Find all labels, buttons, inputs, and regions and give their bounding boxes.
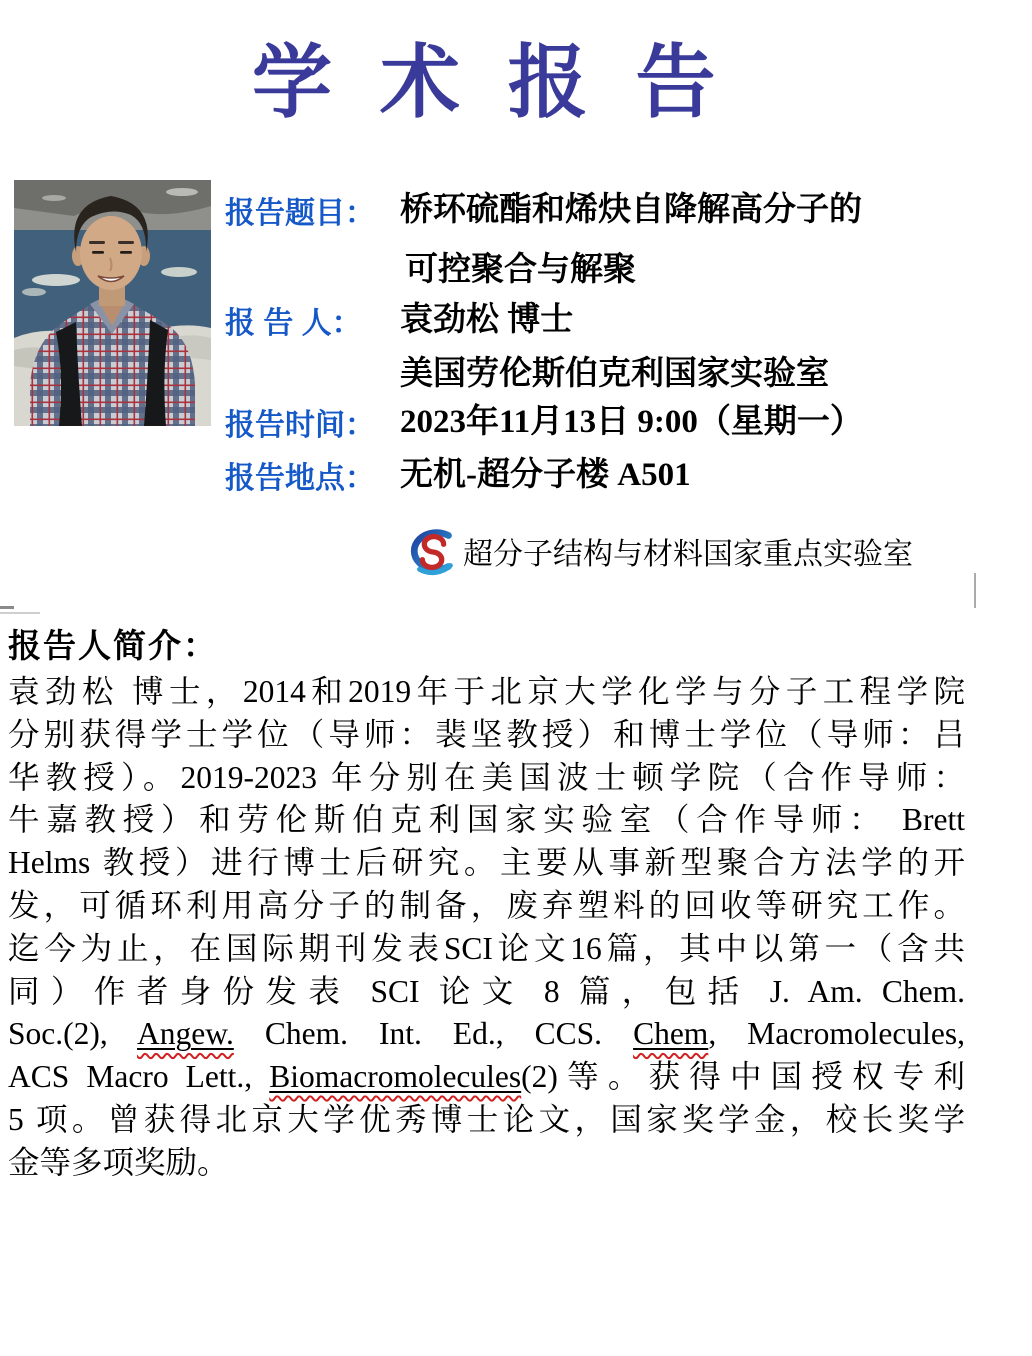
bio-line: 发，可循环利用高分子的制备，废弃塑料的回收等研究工作。: [8, 887, 965, 923]
speaker-name: 袁劲松 博士: [400, 302, 574, 338]
bio-line: 分别获得学士学位（导师：裴坚教授）和博士学位（导师：吕: [8, 716, 965, 752]
bio-line-journals-1: [8, 1013, 965, 1056]
bio-text: , Macromolecules,: [708, 1016, 965, 1052]
page-title: 学 术 报 告: [252, 35, 726, 129]
section-break-mark: [0, 612, 40, 614]
bio-line-journals-2: [8, 1056, 965, 1099]
column-boundary-mark: [974, 573, 976, 608]
lab-name: 超分子结构与材料国家重点实验室: [463, 538, 913, 571]
topic-label: 报告题目：: [225, 197, 375, 230]
bio-line: 金等多项奖励。: [8, 1144, 229, 1180]
topic-line2: 可控聚合与解聚: [405, 252, 636, 288]
bio-text: Soc.(2),: [8, 1016, 138, 1052]
underlined-word: [633, 1016, 708, 1051]
bio-line: 迄今为止，在国际期刊发表SCI论文16篇，其中以第一（含共: [8, 930, 965, 966]
bio-line: 5 项。曾获得北京大学优秀博士论文，国家奖学金，校长奖学: [8, 1101, 965, 1137]
misspelled-word: Biomacromolecules: [269, 1059, 522, 1095]
bio-section: [8, 624, 965, 1185]
supramolecular-lab-logo-icon: [404, 524, 462, 578]
bio-heading: 报告人简介：: [8, 629, 218, 665]
misspelled-word: Angew.: [137, 1016, 234, 1052]
bio-line: 牛嘉教授）和劳伦斯伯克利国家实验室（合作导师： Brett: [8, 802, 965, 838]
underlined-word: [269, 1059, 521, 1094]
time-label: 报告时间：: [225, 409, 375, 442]
bio-text: (2)等。获得中国授权专利: [521, 1059, 966, 1095]
bio-text: Chem. Int. Ed., CCS.: [233, 1016, 634, 1052]
bio-line: 袁劲松 博士，2014和2019年于北京大学化学与分子工程学院: [8, 674, 965, 709]
lab-signature: [404, 524, 913, 578]
bio-text: ACS Macro Lett.,: [8, 1059, 270, 1095]
speaker-photo: [14, 180, 211, 426]
bio-line: 同）作者身份发表 SCI 论文 8 篇，包括 J. Am. Chem.: [8, 973, 965, 1009]
misspelled-word: Chem: [633, 1016, 709, 1052]
topic-line1: 桥环硫酯和烯炔自降解高分子的: [400, 192, 862, 228]
bio-line: 华教授）。2019-2023 年分别在美国波士顿学院（合作导师：: [8, 759, 965, 795]
bio-line: Helms 教授）进行博士后研究。主要从事新型聚合方法学的开: [8, 845, 965, 881]
speaker-label: 报 告 人：: [225, 307, 362, 340]
speaker-photo-illustration: [14, 180, 211, 426]
time-value: 2023年11月13日 9:00（星期一）: [400, 404, 863, 440]
place-value: 无机-超分子楼 A501: [400, 457, 691, 493]
speaker-affiliation: 美国劳伦斯伯克利国家实验室: [400, 356, 829, 392]
underlined-word: [137, 1016, 234, 1051]
section-break-mark: [0, 606, 14, 609]
place-label: 报告地点：: [225, 462, 375, 495]
